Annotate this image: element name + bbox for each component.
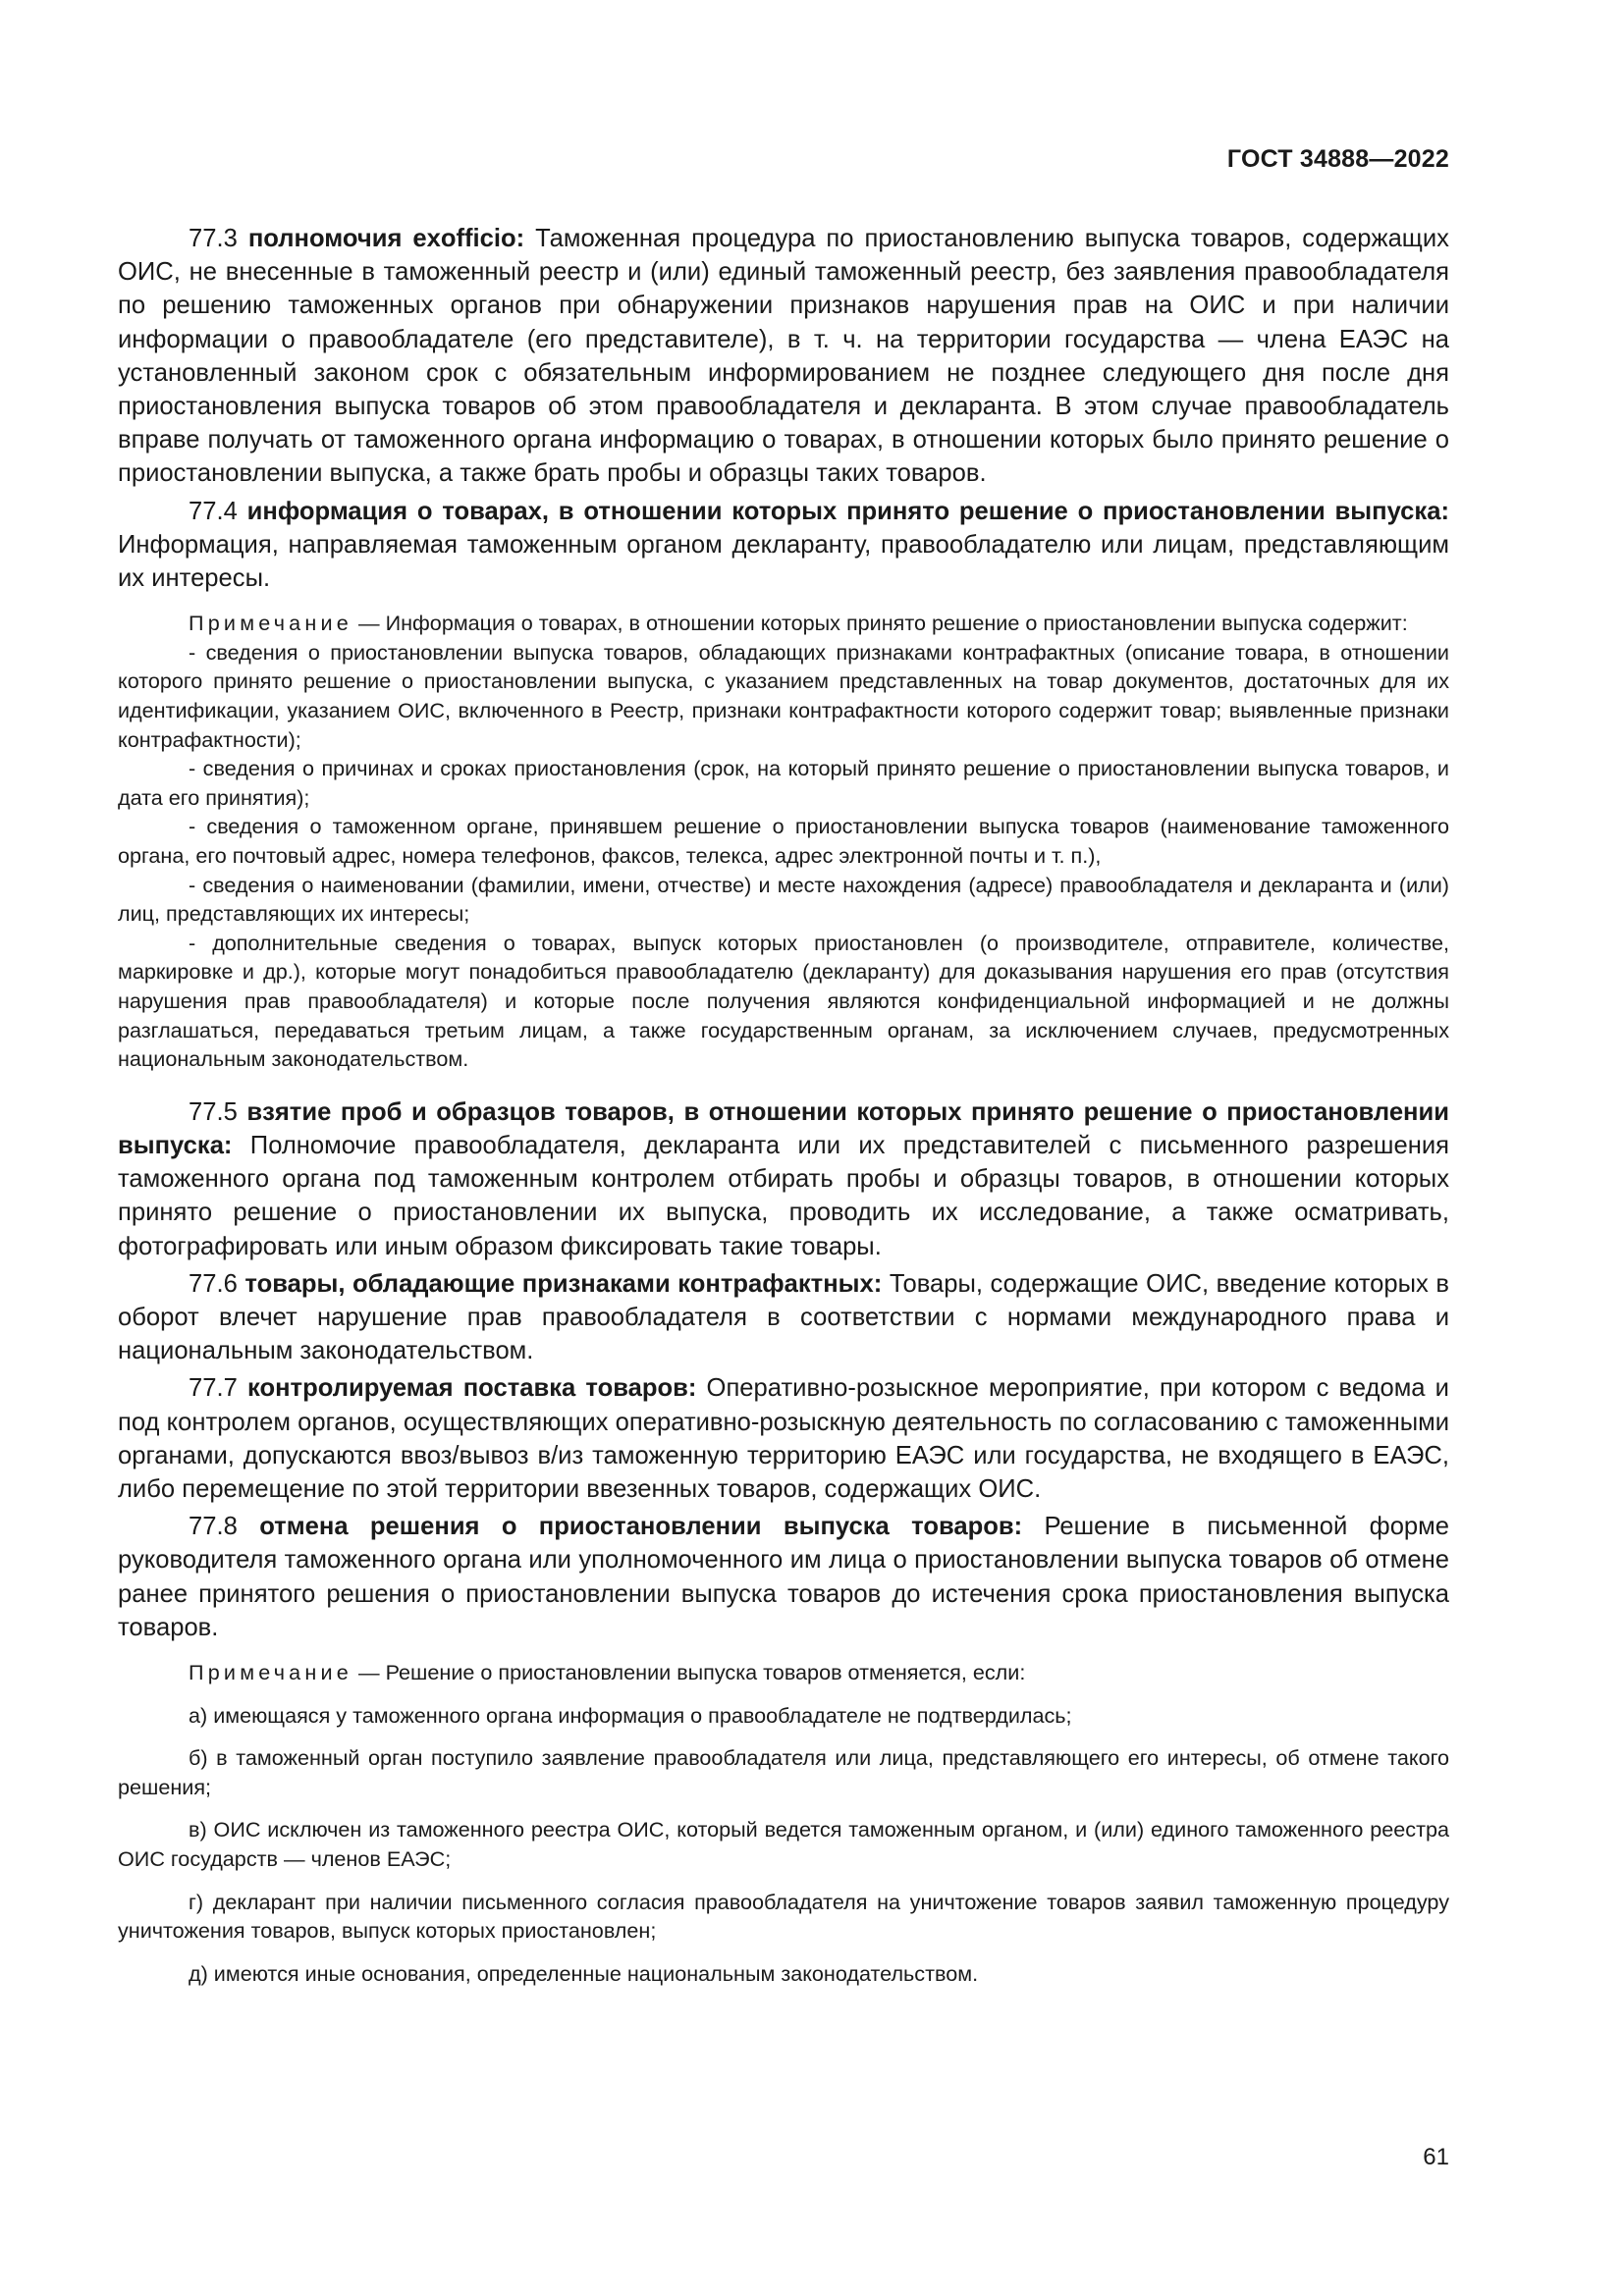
note-intro: [118, 1658, 1449, 1687]
clause-77-3: [118, 222, 1449, 491]
clause-text: Решение в письменной форме руководителя таможенного органа или уполномоченного им лица о приостановлении выпуска товаров об отмене ранее принятого решения о приостановлении выпуска товаров до истечения срока приостановления выпуска товаров.: [118, 1513, 1449, 1641]
clause-77-8: [118, 1510, 1449, 1644]
note-item: д) имеются иные основания, определенные национальным законодательством.: [189, 1960, 979, 1986]
clause-term: взятие проб и образцов товаров, в отношении которых принято решение о приостановлении выпуска:: [118, 1097, 1449, 1159]
clause-text: Полномочие правообладателя, декларанта или их представителей с письменного разрешения таможенного органа под таможенным контролем отбирать пробы и образцы товаров, в отношении которых принято решение о приостановлении их выпуска, проводить их исследование, а также осматривать, фотографировать или иным образом фиксировать такие товары.: [118, 1131, 1449, 1260]
clause-text: Товары, содержащие ОИС, введение которых в оборот влечет нарушение прав правообладателя в соответствии с нормами международного права и национальным законодательством.: [118, 1269, 1449, 1365]
clause-term: контролируемая поставка товаров:: [246, 1374, 697, 1403]
clause-number: 77.6: [189, 1269, 238, 1298]
note-item: а) имеющаяся у таможенного органа информация о правообладателе не подтвердилась;: [189, 1702, 1072, 1728]
clause-77-4: [118, 495, 1449, 596]
document-body: [118, 222, 1449, 2009]
document-standard-id: ГОСТ 34888—2022: [1226, 145, 1449, 173]
clause-number: 77.4: [189, 497, 238, 525]
note-intro-text: — Информация о товарах, в отношении которых принято решение о приостановлении выпуска содержит:: [358, 611, 1408, 636]
clause-text: Информация, направляемая таможенным органом декларанту, правообладателю или лицам, представляющим их интересы.: [118, 530, 1449, 593]
note-intro-text: — Решение о приостановлении выпуска товаров отменяется, если:: [358, 1659, 1026, 1684]
note-item: - сведения о причинах и сроках приостановления (срок, на который принято решение о приостановлении выпуска товаров, и дата его принятия);: [118, 756, 1449, 810]
clause-text: Таможенная процедура по приостановлению выпуска товаров, содержащих ОИС, не внесенные в таможенный реестр и (или) единый таможенный реестр, без заявления правообладателя по решению таможенных органов при обнаружении признаков нарушения прав на ОИС и при наличии информации о правообладателе (его представителе), в т. ч. на территории государства — члена ЕАЭС на установленный законом срок с обязательным информированием не позднее следующего дня после дня приостановления выпуска товаров об этом правообладателя и декларанта. В этом случае правообладатель вправе получать от таможенного органа информацию о товарах, в отношении которых было принято решение о приостановлении выпуска, а также брать пробы и образцы таких товаров.: [118, 225, 1449, 488]
clause-77-6: [118, 1267, 1449, 1368]
clause-number: 77.7: [189, 1374, 238, 1403]
note-block-2: [118, 1658, 1449, 1988]
note-item: в) ОИС исключен из таможенного реестра ОИС, который ведется таможенным органом, и (или) единого таможенного реестра ОИС государств — членов ЕАЭС;: [118, 1817, 1449, 1871]
page-number: 61: [1423, 2144, 1449, 2170]
clause-term: отмена решения о приостановлении выпуска товаров:: [259, 1513, 1023, 1541]
note-item: г) декларант при наличии письменного согласия правообладателя на уничтожение товаров заявил таможенную процедуру уничтожения товаров, выпуск которых приостановлен;: [118, 1889, 1449, 1944]
note-item: - сведения о приостановлении выпуска товаров, обладающих признаками контрафактных (описание товара, в отношении которого принято решение о приостановлении выпуска, с указанием представленных на товар документов, достаточных для их идентификации, указанием ОИС, включенного в Реестр, признаки контрафактности которого содержит товар; выявленные признаки контрафактности);: [118, 639, 1449, 752]
note-intro: [118, 609, 1449, 638]
note-item: - сведения о наименовании (фамилии, имени, отчестве) и месте нахождения (адресе) правообладателя и декларанта и (или) лиц, представляющих их интересы;: [118, 872, 1449, 927]
clause-number: 77.8: [189, 1513, 238, 1541]
note-label: Примечание: [189, 611, 352, 636]
note-item: б) в таможенный орган поступило заявление правообладателя или лица, представляющего его интересы, об отмене такого решения;: [118, 1745, 1449, 1799]
note-item: - дополнительные сведения о товарах, выпуск которых приостановлен (о производителе, отправителе, количестве, маркировке и др.), которые могут понадобиться правообладателю (декларанту) для доказывания нарушения его прав (отсутствия нарушения прав правообладателя) и которые после получения являются конфиденциальной информацией и не должны разглашаться, передаваться третьим лицам, а также государственным органам, за исключением случаев, предусмотренных национальным законодательством.: [118, 930, 1449, 1072]
note-item: - сведения о таможенном органе, принявшем решение о приостановлении выпуска товаров (наименование таможенного органа, его почтовый адрес, номера телефонов, факсов, телекса, адрес электронной почты и т. п.),: [118, 814, 1449, 868]
clause-77-5: [118, 1095, 1449, 1263]
clause-term: товары, обладающие признаками контрафактных:: [244, 1269, 883, 1298]
clause-term: информация о товарах, в отношении которых принято решение о приостановлении выпуска:: [246, 497, 1449, 525]
note-block-1: [118, 609, 1449, 1074]
clause-number: 77.5: [189, 1097, 238, 1126]
clause-number: 77.3: [189, 225, 238, 252]
clause-77-7: [118, 1371, 1449, 1506]
note-label: Примечание: [189, 1659, 352, 1684]
clause-term: полномочия exofficio:: [247, 225, 525, 252]
clause-text: Оперативно-розыскное мероприятие, при котором с ведома и под контролем органов, осуществляющих оперативно-розыскную деятельность по согласованию с таможенными органами, допускаются ввоз/вывоз в/из таможенную территорию ЕАЭС или государства, не входящего в ЕАЭС, либо перемещение по этой территории ввезенных товаров, содержащих ОИС.: [118, 1374, 1449, 1503]
